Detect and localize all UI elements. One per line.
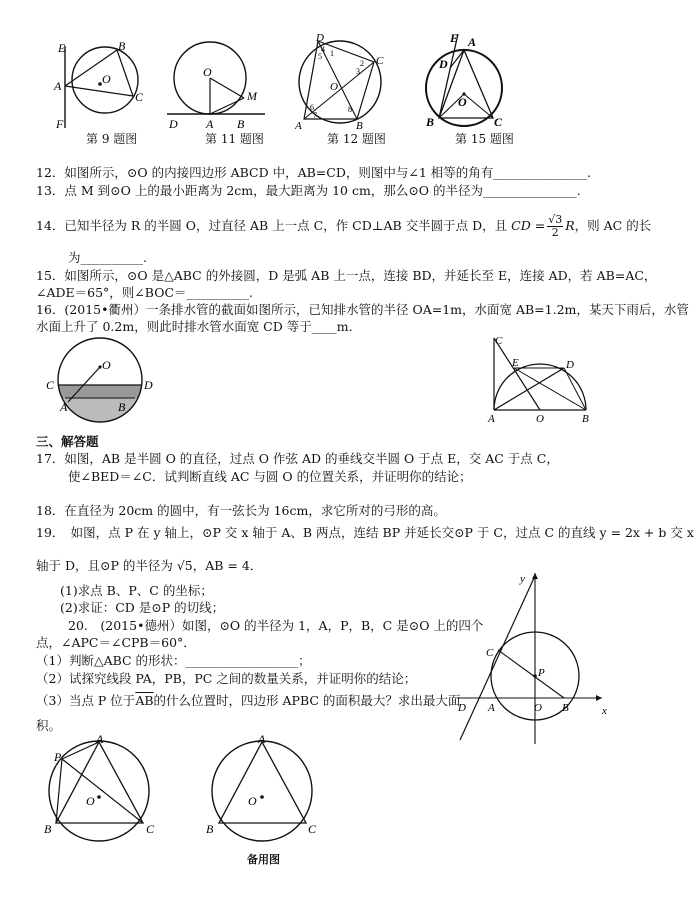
question-12: 12．如图所示，⊙O 的内接四边形 ABCD 中，AB=CD，则图中与∠1 相等的角有_______________.	[36, 165, 591, 180]
question-13: 13．点 M 到⊙O 上的最小距离为 2cm，最大距离为 10 cm，那么⊙O 的半径为_______________.	[36, 183, 581, 198]
semi-label-c: C	[495, 335, 503, 347]
question-16-line1: 16．(2015•衢州）一条排水管的截面如图所示，已知排水管的半径 OA=1m，水面宽 AB=1.2m，某天下雨后，水管	[36, 302, 689, 317]
figure-15	[420, 30, 520, 130]
fig12-label-c: C	[376, 55, 384, 67]
backup-label-a: A	[258, 732, 266, 746]
coordinate-figure	[452, 568, 612, 746]
coord-label-d: D	[458, 702, 466, 714]
figure-12	[290, 32, 400, 130]
fig15-label-c: C	[494, 115, 503, 129]
question-17-line1: 17．如图，AB 是半圆 O 的直径，过点 O 作弦 AD 的垂线交半圆 O 于点 E，交 AC 于点 C，	[36, 451, 559, 466]
fig12-angle-8: 8	[348, 105, 352, 114]
fig9-label-c: C	[135, 90, 144, 104]
fig15-label-e: E	[450, 31, 459, 45]
caption-fig9: 第 9 题图	[86, 132, 138, 146]
fig12-angle-3: 3	[356, 67, 360, 76]
q20-label-p: P	[54, 750, 62, 764]
q20-figure	[40, 732, 170, 845]
fig15-label-a: A	[468, 35, 477, 49]
q13-blank[interactable]: _______________.	[483, 183, 581, 198]
question-19-line2: 轴于 D，且⊙P 的半径为 √5，AB = 4．	[36, 558, 263, 573]
question-20-sub3-cont: 积。	[36, 718, 62, 733]
question-14-line2: 为__________.	[68, 250, 147, 265]
q16-blank[interactable]: ____	[311, 319, 337, 334]
fig9-label-o: O	[102, 72, 111, 86]
fig11-label-b: B	[237, 117, 245, 131]
pipe-label-a: A	[60, 400, 68, 414]
arc-ab: $\overline{AB}$	[135, 693, 154, 708]
backup-label-c: C	[308, 822, 317, 836]
q20-label-b: B	[44, 822, 52, 836]
question-18: 18．在直径为 20cm 的圆中，有一弦长为 16cm，求它所对的弓形的高。	[36, 503, 446, 518]
caption-fig12: 第 12 题图	[327, 132, 386, 146]
semi-label-b: B	[582, 413, 589, 425]
fig15-label-o: O	[458, 95, 467, 109]
question-20-sub3: （3）当点 P 位于$\overline{AB}$的什么位置时，四边形 APBC 的面积最大？求出最大面	[36, 693, 461, 708]
semicircle-figure	[482, 332, 592, 426]
fig12-label-a: A	[295, 120, 302, 132]
semi-label-o: O	[536, 413, 544, 425]
question-17-line2: 使∠BED＝∠C．试判断直线 AC 与圆 O 的位置关系，并证明你的结论；	[68, 469, 472, 484]
fig15-label-d: D	[439, 57, 448, 71]
q14-blank[interactable]: __________.	[80, 250, 147, 265]
q20-label-c: C	[146, 822, 155, 836]
q20-backup-figure	[200, 732, 330, 845]
axis-label-y: y	[520, 573, 525, 585]
backup-figure-caption: 备用图	[247, 853, 280, 866]
fig12-angle-6: 6	[310, 103, 314, 112]
fig9-label-f: F	[56, 117, 64, 131]
question-19-line1: 19． 如图，点 P 在 y 轴上，⊙P 交 x 轴于 A、B 两点，连结 BP 并延长交⊙P 于 C，过点 C 的直线 y = 2x + b 交 x	[36, 525, 694, 540]
fig11-label-d: D	[169, 117, 178, 131]
fig9-label-a: A	[54, 79, 62, 93]
question-20-line1: 20. (2015•德州）如图，⊙O 的半径为 1，A，P，B，C 是⊙O 上的四个	[68, 618, 484, 633]
question-20-sub1: （1）判断△ABC 的形状：__________________；	[36, 653, 311, 668]
coord-label-a: A	[488, 702, 495, 714]
coord-label-p: P	[538, 667, 545, 679]
caption-fig15: 第 15 题图	[455, 132, 514, 146]
q20-label-a: A	[96, 732, 104, 746]
backup-label-b: B	[206, 822, 214, 836]
question-19-sub2: (2)求证：CD 是⊙P 的切线；	[60, 600, 225, 615]
q15-blank[interactable]: __________.	[186, 285, 253, 300]
q20-label-o: O	[86, 794, 95, 808]
question-14: 14．已知半径为 R 的半圆 O，过直径 AB 上一点 C，作 CD⊥AB 交半圆于点 D，且 CD = $\frac{√3}{2}$ R，则 AC 的长	[36, 213, 652, 239]
backup-label-o: O	[248, 794, 257, 808]
q20-blank[interactable]: __________________；	[185, 653, 311, 668]
question-16-line2: 水面上升了 0.2m，则此时排水管水面宽 CD 等于____m.	[36, 319, 353, 334]
pipe-label-d: D	[144, 378, 153, 392]
question-19-sub1: (1)求点 B、P、C 的坐标；	[60, 583, 213, 598]
fig12-angle-7: 7	[313, 111, 317, 120]
question-15-line2: ∠ADE＝65°，则∠BOC＝__________.	[36, 285, 253, 300]
fig12-label-d: D	[316, 32, 324, 44]
fig12-angle-2: 2	[360, 59, 364, 68]
coord-label-o: O	[534, 702, 542, 714]
pipe-label-b: B	[118, 400, 126, 414]
pipe-figure	[40, 335, 160, 427]
semi-label-d: D	[566, 359, 574, 371]
caption-fig11: 第 11 题图	[205, 132, 264, 146]
coord-label-b: B	[562, 702, 569, 714]
fig11-label-m: M	[247, 89, 257, 103]
fig12-angle-4: 4	[321, 45, 325, 54]
question-20-sub2: （2）试探究线段 PA，PB，PC 之间的数量关系，并证明你的结论；	[36, 671, 417, 686]
question-20-line2: 点，∠APC＝∠CPB＝60°．	[36, 635, 196, 650]
fig12-angle-5: 5	[318, 52, 322, 61]
q12-blank[interactable]: _______________.	[493, 165, 591, 180]
fig9-label-e: E	[58, 41, 66, 55]
pipe-label-o: O	[102, 358, 111, 372]
figure-11	[165, 38, 275, 130]
semi-label-a: A	[488, 413, 495, 425]
semi-label-e: E	[512, 357, 519, 369]
axis-label-x: x	[602, 705, 607, 717]
fig12-label-b: B	[356, 120, 363, 132]
fig12-angle-1: 1	[330, 49, 334, 58]
fig11-label-o: O	[203, 65, 212, 79]
figure-9	[40, 38, 150, 130]
fig12-label-o: O	[330, 81, 338, 93]
section-3-heading: 三、解答题	[36, 434, 99, 449]
pipe-label-c: C	[46, 378, 55, 392]
coord-label-c: C	[486, 647, 494, 659]
fig9-label-b: B	[118, 39, 126, 53]
fig11-label-a: A	[206, 117, 214, 131]
fig15-label-b: B	[426, 115, 435, 129]
question-15-line1: 15．如图所示，⊙O 是△ABC 的外接圆，D 是弧 AB 上一点，连接 BD，并延长至 E，连接 AD，若 AB=AC，	[36, 268, 657, 283]
